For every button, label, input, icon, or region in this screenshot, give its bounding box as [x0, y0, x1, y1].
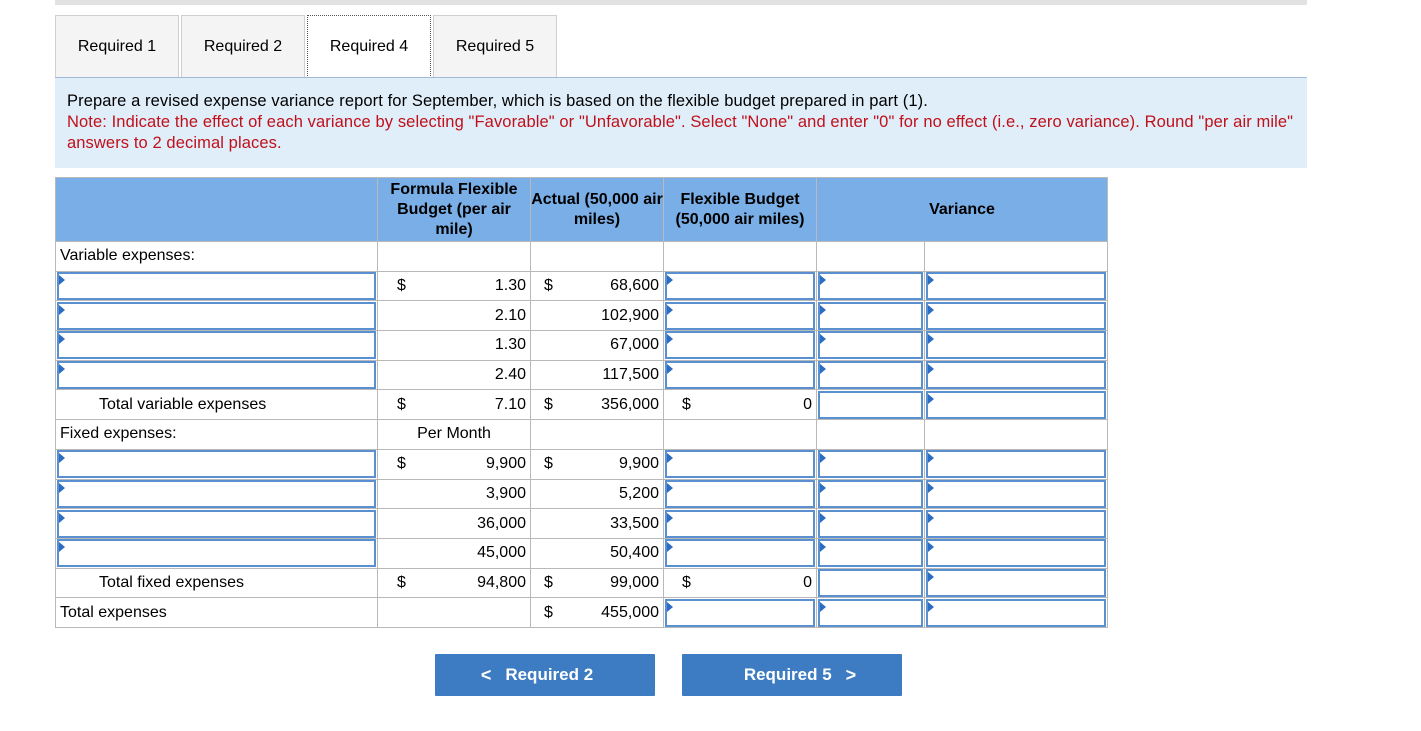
prev-required-2-button[interactable] — [435, 654, 655, 696]
currency-symbol: $ — [544, 573, 553, 591]
fixed-section-row — [56, 420, 1108, 450]
formula-value: 2.10 — [378, 301, 531, 331]
tab-required-4[interactable]: Required 4 — [307, 15, 431, 78]
header-flexible: Flexible Budget (50,000 air miles) — [664, 178, 817, 242]
formula-value: 2.40 — [378, 360, 531, 390]
variance-amount-input[interactable] — [818, 450, 923, 478]
variance-effect-select[interactable] — [926, 539, 1106, 567]
expense-name-input[interactable] — [57, 272, 376, 300]
expense-name-input[interactable] — [57, 450, 376, 478]
top-bar — [55, 0, 1307, 5]
chevron-left-icon: < — [480, 664, 492, 685]
flexible-total-value: 0 — [803, 395, 812, 413]
instructions-text: Prepare a revised expense variance report for September, which is based on the flexible budget prepared in part (1). — [67, 92, 928, 110]
currency-symbol: $ — [682, 395, 691, 413]
table-row — [56, 331, 1108, 361]
expense-name-input[interactable] — [57, 302, 376, 330]
instructions-note: Note: Indicate the effect of each variance by selecting "Favorable" or "Unfavorable". Select "None" and enter "0" for no effect (i.e., zero variance). Round "per air mile" answers to 2 decimal places. — [67, 113, 1294, 152]
expense-name-input[interactable] — [57, 331, 376, 359]
table-row — [56, 301, 1108, 331]
variance-amount-input[interactable] — [818, 391, 923, 419]
expense-name-input[interactable] — [57, 510, 376, 538]
variance-amount-input[interactable] — [818, 480, 923, 508]
formula-value: 1.30 — [494, 277, 526, 295]
variance-effect-select[interactable] — [926, 391, 1106, 419]
variance-effect-select[interactable] — [926, 302, 1106, 330]
table-row — [56, 538, 1108, 568]
prev-button-label: Required 2 — [505, 665, 594, 684]
flexible-budget-input[interactable] — [665, 480, 815, 508]
header-formula: Formula Flexible Budget (per air mile) — [378, 178, 531, 242]
flexible-budget-input[interactable] — [665, 510, 815, 538]
flexible-budget-input[interactable] — [665, 302, 815, 330]
total-variable-row — [56, 390, 1108, 420]
header-actual: Actual (50,000 air miles) — [531, 178, 664, 242]
variance-effect-select[interactable] — [926, 450, 1106, 478]
flexible-total-value: 0 — [803, 573, 812, 591]
variable-section-row — [56, 242, 1108, 272]
variance-effect-select[interactable] — [926, 480, 1106, 508]
total-expenses-row — [56, 598, 1108, 628]
formula-value: 9,900 — [485, 455, 526, 473]
actual-value: 117,500 — [531, 360, 664, 390]
actual-value: 455,000 — [601, 603, 659, 621]
table-row — [56, 479, 1108, 509]
flexible-budget-input[interactable] — [665, 331, 815, 359]
variance-amount-input[interactable] — [818, 599, 923, 627]
currency-symbol: $ — [397, 455, 406, 473]
formula-value: 36,000 — [378, 509, 531, 539]
header-variance: Variance — [817, 178, 1108, 242]
actual-value: 99,000 — [610, 573, 659, 591]
currency-symbol: $ — [682, 573, 691, 591]
per-month-label: Per Month — [378, 420, 531, 450]
variance-amount-input[interactable] — [818, 302, 923, 330]
table-row — [56, 509, 1108, 539]
currency-symbol: $ — [544, 277, 553, 295]
flexible-budget-input[interactable] — [665, 450, 815, 478]
variance-effect-select[interactable] — [926, 272, 1106, 300]
flexible-budget-input[interactable] — [665, 599, 815, 627]
total-expenses-label: Total expenses — [56, 598, 378, 628]
variance-amount-input[interactable] — [818, 539, 923, 567]
variable-section-label: Variable expenses: — [56, 242, 378, 272]
formula-value: 1.30 — [378, 331, 531, 361]
formula-value: 45,000 — [378, 538, 531, 568]
variance-effect-select[interactable] — [926, 599, 1106, 627]
variance-amount-input[interactable] — [818, 272, 923, 300]
formula-value: 94,800 — [477, 573, 526, 591]
currency-symbol: $ — [397, 573, 406, 591]
actual-value: 67,000 — [531, 331, 664, 361]
total-variable-label: Total variable expenses — [56, 390, 378, 420]
currency-symbol: $ — [544, 455, 553, 473]
variance-effect-select[interactable] — [926, 569, 1106, 597]
flexible-budget-input[interactable] — [665, 539, 815, 567]
currency-symbol: $ — [544, 603, 553, 621]
formula-value: 3,900 — [378, 479, 531, 509]
tab-required-1[interactable]: Required 1 — [55, 15, 179, 77]
fixed-section-label: Fixed expenses: — [56, 420, 378, 450]
flexible-budget-input[interactable] — [665, 272, 815, 300]
expense-name-input[interactable] — [57, 361, 376, 389]
variance-effect-select[interactable] — [926, 331, 1106, 359]
actual-value: 356,000 — [601, 395, 659, 413]
currency-symbol: $ — [397, 395, 406, 413]
actual-value: 9,900 — [618, 455, 659, 473]
table-row — [56, 360, 1108, 390]
variance-effect-select[interactable] — [926, 510, 1106, 538]
expense-name-input[interactable] — [57, 480, 376, 508]
next-button-label: Required 5 — [743, 665, 832, 684]
tab-bar — [55, 15, 559, 77]
formula-value: 7.10 — [494, 395, 526, 413]
variance-amount-input[interactable] — [818, 331, 923, 359]
currency-symbol: $ — [397, 277, 406, 295]
instructions-panel — [55, 78, 1307, 168]
variance-effect-select[interactable] — [926, 361, 1106, 389]
variance-report-table — [55, 177, 1108, 628]
variance-amount-input[interactable] — [818, 361, 923, 389]
table-row — [56, 449, 1108, 479]
expense-name-input[interactable] — [57, 539, 376, 567]
header-label — [56, 178, 378, 242]
total-fixed-row — [56, 568, 1108, 598]
tab-required-5[interactable]: Required 5 — [433, 15, 557, 77]
table-row — [56, 271, 1108, 301]
actual-value: 68,600 — [610, 277, 659, 295]
chevron-right-icon: > — [845, 664, 857, 685]
variance-amount-input[interactable] — [818, 510, 923, 538]
variance-amount-input[interactable] — [818, 569, 923, 597]
actual-value: 5,200 — [531, 479, 664, 509]
header-row — [56, 178, 1108, 242]
total-fixed-label: Total fixed expenses — [56, 568, 378, 598]
actual-value: 50,400 — [531, 538, 664, 568]
tab-required-2[interactable]: Required 2 — [181, 15, 305, 77]
actual-value: 33,500 — [531, 509, 664, 539]
actual-value: 102,900 — [531, 301, 664, 331]
currency-symbol: $ — [544, 395, 553, 413]
flexible-budget-input[interactable] — [665, 361, 815, 389]
next-required-5-button[interactable] — [682, 654, 902, 696]
